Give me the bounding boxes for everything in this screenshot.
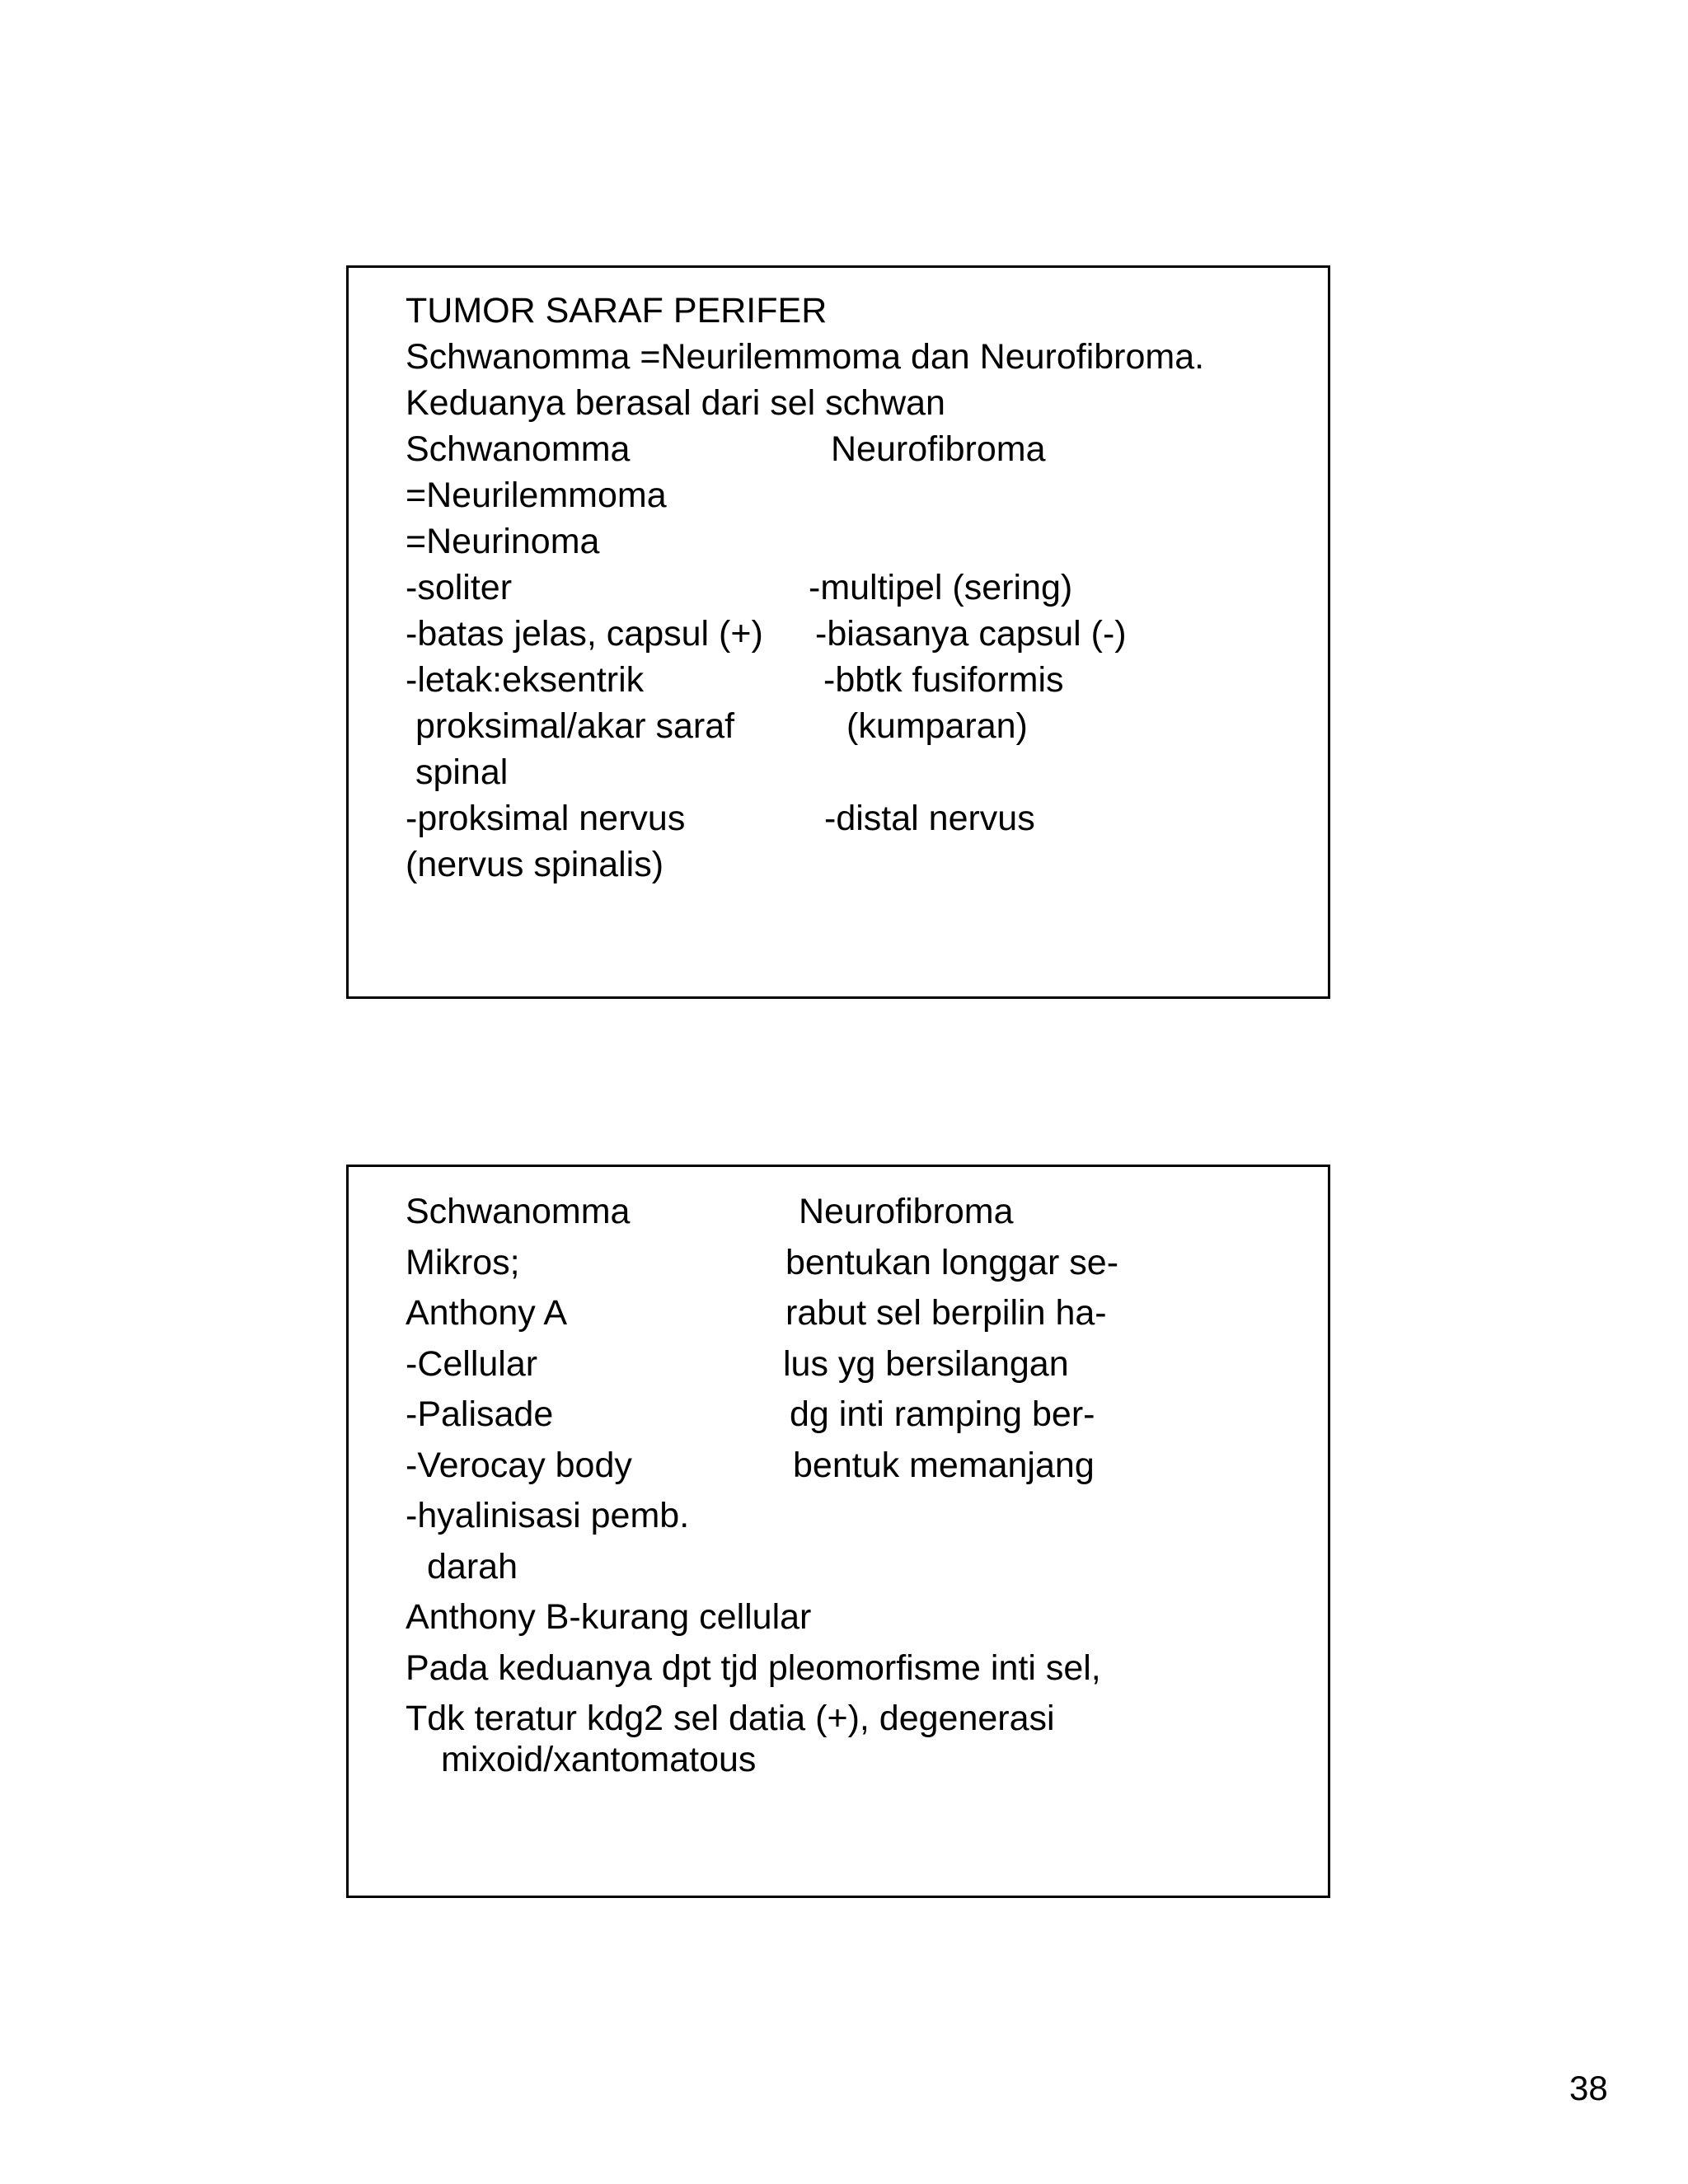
left-column-item: -batas jelas, capsul (+) <box>406 614 763 654</box>
left-column-item: spinal <box>406 752 509 792</box>
right-column-item: lus yg bersilangan <box>783 1344 1069 1384</box>
left-column-item: Schwanomma <box>406 429 631 469</box>
text-line: mixoid/xantomatous <box>441 1740 757 1779</box>
left-column-item: -proksimal nervus <box>406 799 686 838</box>
left-column-item: -letak:eksentrik <box>406 660 645 700</box>
right-column-item: Neurofibroma <box>831 429 1046 469</box>
right-column-item: (kumparan) <box>846 706 1028 746</box>
right-column-item: -distal nervus <box>824 799 1035 838</box>
text-line: Anthony B-kurang cellular <box>406 1597 812 1637</box>
right-column-item: Neurofibroma <box>799 1192 1014 1231</box>
left-column-item: Schwanomma <box>406 1192 631 1231</box>
right-column-item: dg inti ramping ber- <box>790 1394 1095 1434</box>
left-column-item: proksimal/akar saraf <box>406 706 735 746</box>
slide-title: TUMOR SARAF PERIFER <box>406 291 828 330</box>
left-column-item: Mikros; <box>406 1243 520 1282</box>
left-column-item: Anthony A <box>406 1293 568 1333</box>
right-column-item: -multipel (sering) <box>809 568 1073 607</box>
left-column-item: =Neurilemmoma <box>406 476 667 515</box>
slide-schwanomma-neurofibroma <box>346 1165 1330 1898</box>
right-column-item: bentuk memanjang <box>793 1446 1095 1485</box>
right-column-item: rabut sel berpilin ha- <box>785 1293 1107 1333</box>
left-column-item: -hyalinisasi pemb. <box>406 1496 690 1535</box>
right-column-item: -biasanya capsul (-) <box>815 614 1127 654</box>
left-column-item: -Palisade <box>406 1394 554 1434</box>
left-column-item: =Neurinoma <box>406 522 600 561</box>
left-column-item: (nervus spinalis) <box>406 845 664 884</box>
text-line: Keduanya berasal dari sel schwan <box>406 383 945 423</box>
right-column-item: bentukan longgar se- <box>785 1243 1119 1282</box>
page-number: 38 <box>1569 2069 1608 2107</box>
left-column-item: -Cellular <box>406 1344 538 1384</box>
text-line: Schwanomma =Neurilemmoma dan Neurofibroma. <box>406 337 1205 377</box>
left-column-item: darah <box>427 1547 518 1586</box>
slide-tumor-saraf-perifer <box>346 265 1330 999</box>
left-column-item: -soliter <box>406 568 513 607</box>
text-line: Pada keduanya dpt tjd pleomorfisme inti sel, <box>406 1648 1101 1688</box>
right-column-item: -bbtk fusiformis <box>823 660 1064 700</box>
left-column-item: -Verocay body <box>406 1446 632 1485</box>
text-line: Tdk teratur kdg2 sel datia (+), degenerasi <box>406 1699 1055 1738</box>
